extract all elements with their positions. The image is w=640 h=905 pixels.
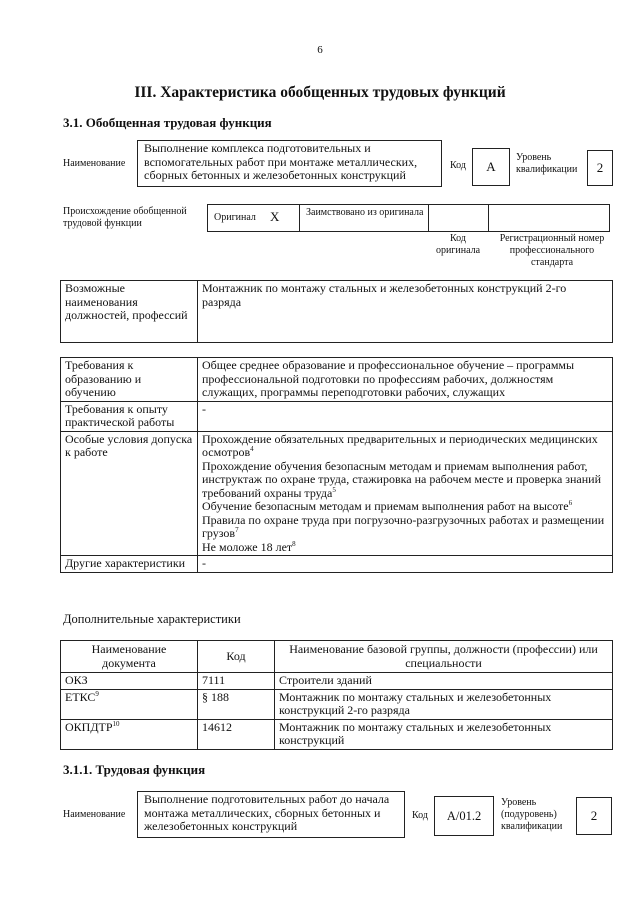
positions-value: Монтажник по монтажу стальных и железобетонных конструкций 2-го разряда (198, 281, 613, 343)
tf-code-box: A/01.2 (434, 796, 494, 836)
education-text: Общее среднее образование и профессиональное обучение – программы профессиональной подготовки по профессиям рабочих, должностям служащих, программы переподготовки рабочих, служащих (202, 358, 575, 399)
footnote-ref: 6 (568, 499, 573, 507)
gtf-name-box: Выполнение комплекса подготовительных и вспомогательных работ при монтаже металлических, сборных бетонных и железобетонных конструкций (137, 140, 442, 187)
condition-text: Правила по охране труда при погрузочно-разгрузочных работах и размещении грузов (202, 512, 605, 540)
other-characteristics-label: Другие характеристики (61, 556, 198, 573)
doc-text: ОКПДТР (65, 719, 113, 734)
other-text: - (202, 556, 206, 570)
condition-text: Обучение безопасным методам и приемам выполнения работ на высоте (202, 499, 569, 513)
doc-cell (61, 719, 198, 749)
tf-name-box: Выполнение подготовительных работ до начала монтажа металлических, сборных бетонных и железобетонных конструкций (137, 791, 405, 838)
condition-line (202, 433, 608, 460)
gtf-level-label: Уровень квалификации (516, 152, 578, 175)
footnote-ref: 4 (250, 445, 254, 453)
gtf-heading: 3.1. Обобщенная трудовая функция (63, 115, 272, 130)
experience-text: - (202, 401, 206, 416)
origin-divider (299, 205, 300, 231)
special-conditions-value (198, 431, 613, 556)
header-name: Наименование базовой группы, должности (профессии) или специальности (275, 641, 613, 673)
borrowed-label: Заимствовано из оригинала (306, 207, 424, 218)
tf-level-box: 2 (576, 797, 612, 835)
additional-table (60, 640, 613, 750)
origin-divider (488, 205, 489, 231)
footnote-ref: 10 (112, 719, 120, 728)
condition-line (202, 460, 608, 501)
gtf-name-label: Наименование (63, 158, 126, 169)
gtf-level-box: 2 (587, 150, 613, 186)
code-cell: 7111 (198, 673, 275, 690)
doc-text: ОКЗ (65, 673, 88, 687)
special-conditions-label: Особые условия допуска к работе (61, 431, 198, 556)
additional-heading: Дополнительные характеристики (63, 612, 241, 626)
education-value (198, 358, 613, 402)
tf-name-label: Наименование (63, 809, 126, 820)
footnote-ref: 5 (332, 485, 336, 494)
footnote-ref: 9 (95, 689, 99, 698)
gtf-origin-table (207, 204, 610, 232)
education-label: Требования к образованию и обучению (61, 358, 198, 402)
doc-cell (61, 673, 198, 690)
header-code: Код (198, 641, 275, 673)
tf-level-label: Уровень (подуровень) квалификации (501, 797, 563, 832)
doc-cell (61, 689, 198, 719)
condition-line (202, 500, 608, 514)
header-doc: Наименование документа (61, 641, 198, 673)
positions-table (60, 280, 613, 343)
origin-divider (428, 205, 429, 231)
page-number: 6 (317, 44, 323, 56)
requirements-table (60, 357, 613, 573)
footnote-ref: 8 (292, 539, 296, 548)
other-characteristics-value (198, 556, 613, 573)
footnote-ref: 7 (235, 526, 239, 534)
condition-text: Прохождение обязательных предварительных и периодических медицинских осмотров (202, 431, 598, 459)
condition-line (202, 541, 608, 555)
code-cell: § 188 (198, 689, 275, 719)
code-original-caption: Код оригинала (435, 233, 481, 256)
tf-code-label: Код (412, 810, 428, 821)
tf-heading: 3.1.1. Трудовая функция (63, 762, 206, 777)
condition-line (202, 514, 608, 541)
experience-label: Требования к опыту практической работы (61, 401, 198, 431)
original-label: Оригинал (214, 212, 256, 223)
gtf-code-box: A (472, 148, 510, 186)
section-title: III. Характеристика обобщенных трудовых функций (134, 84, 506, 101)
reg-number-caption: Регистрационный номер профессионального стандарта (499, 233, 605, 268)
condition-text: Прохождение обучения безопасным методам и приемам выполнения работ, инструктаж по охране труда, стажировка на рабочем месте и проверка знаний требований охраны труда (202, 458, 602, 500)
name-cell: Монтажник по монтажу стальных и железобетонных конструкций 2-го разряда (275, 689, 613, 719)
code-cell: 14612 (198, 719, 275, 749)
condition-text: Не моложе 18 лет (202, 539, 293, 554)
gtf-origin-label: Происхождение обобщенной трудовой функции (63, 206, 187, 229)
name-cell: Строители зданий (275, 673, 613, 690)
name-cell: Монтажник по монтажу стальных и железобетонных конструкций (275, 719, 613, 749)
doc-text: ЕТКС (65, 689, 96, 704)
positions-label: Возможные наименования должностей, профессий (61, 281, 198, 343)
gtf-code-label: Код (450, 160, 466, 171)
experience-value (198, 401, 613, 431)
original-mark: X (270, 209, 280, 224)
